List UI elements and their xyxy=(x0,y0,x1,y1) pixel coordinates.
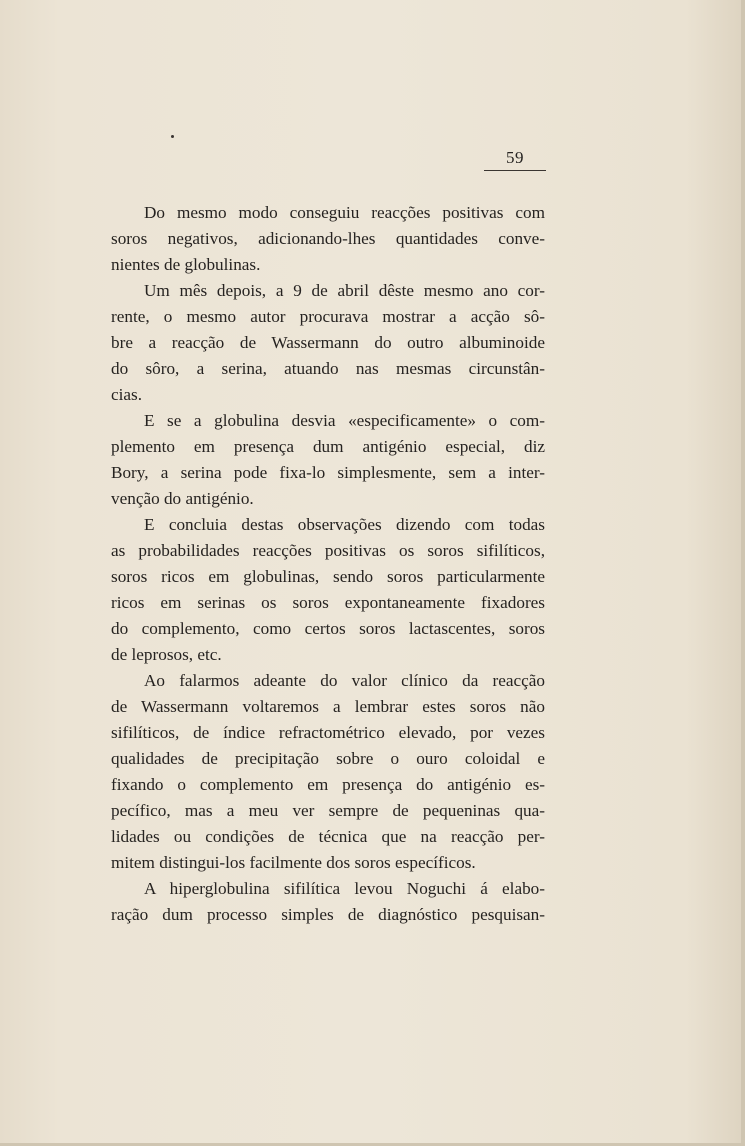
text-line: lidades ou condições de técnica que na reacção per- xyxy=(111,827,545,846)
text-line: sifilíticos, de índice refractométrico elevado, por vezes xyxy=(111,723,545,742)
page-number: 59 xyxy=(506,148,524,167)
text-line: Ao falarmos adeante do valor clínico da reacção xyxy=(144,671,545,690)
text-line: A hiperglobulina sifilítica levou Noguchi á elabo- xyxy=(144,879,545,898)
text-line: pecífico, mas a meu ver sempre de pequeninas qua- xyxy=(111,801,545,820)
text-line: venção do antigénio. xyxy=(111,489,254,508)
text-line: rente, o mesmo autor procurava mostrar a acção sô- xyxy=(111,307,545,326)
text-line: ricos em serinas os soros expontaneamente fixadores xyxy=(111,593,545,612)
ink-speck xyxy=(171,135,174,138)
text-line: fixando o complemento em presença do antigénio es- xyxy=(111,775,545,794)
text-line: nientes de globulinas. xyxy=(111,255,261,274)
text-line: do complemento, como certos soros lactascentes, soros xyxy=(111,619,545,638)
text-line: de leprosos, etc. xyxy=(111,645,222,664)
text-line: ração dum processo simples de diagnóstico pesquisan- xyxy=(111,905,545,924)
text-line: mitem distingui-los facilmente dos soros específicos. xyxy=(111,853,476,872)
text-line: E concluia destas observações dizendo com todas xyxy=(144,515,545,534)
text-line: cias. xyxy=(111,385,143,404)
text-line: soros ricos em globulinas, sendo soros particularmente xyxy=(111,567,545,586)
text-line: de Wassermann voltaremos a lembrar estes soros não xyxy=(111,697,545,716)
page-right-edge xyxy=(741,0,745,1146)
text-line: E se a globulina desvia «especificamente» o com- xyxy=(144,411,545,430)
text-line: soros negativos, adicionando-lhes quantidades conve- xyxy=(111,229,545,248)
text-line: bre a reacção de Wassermann do outro albuminoide xyxy=(111,333,545,352)
text-line: Bory, a serina pode fixa-lo simplesmente, sem a inter- xyxy=(111,463,545,482)
body-text xyxy=(111,200,545,928)
text-line: Um mês depois, a 9 de abril dêste mesmo ano cor- xyxy=(144,281,545,300)
text-line: plemento em presença dum antigénio especial, diz xyxy=(111,437,545,456)
text-line: Do mesmo modo conseguiu reacções positivas com xyxy=(144,203,545,222)
text-line: do sôro, a serina, atuando nas mesmas circunstân- xyxy=(111,359,545,378)
text-line: qualidades de precipitação sobre o ouro coloidal e xyxy=(111,749,545,768)
page-number-rule xyxy=(484,170,546,171)
text-line: as probabilidades reacções positivas os soros sifilíticos, xyxy=(111,541,545,560)
